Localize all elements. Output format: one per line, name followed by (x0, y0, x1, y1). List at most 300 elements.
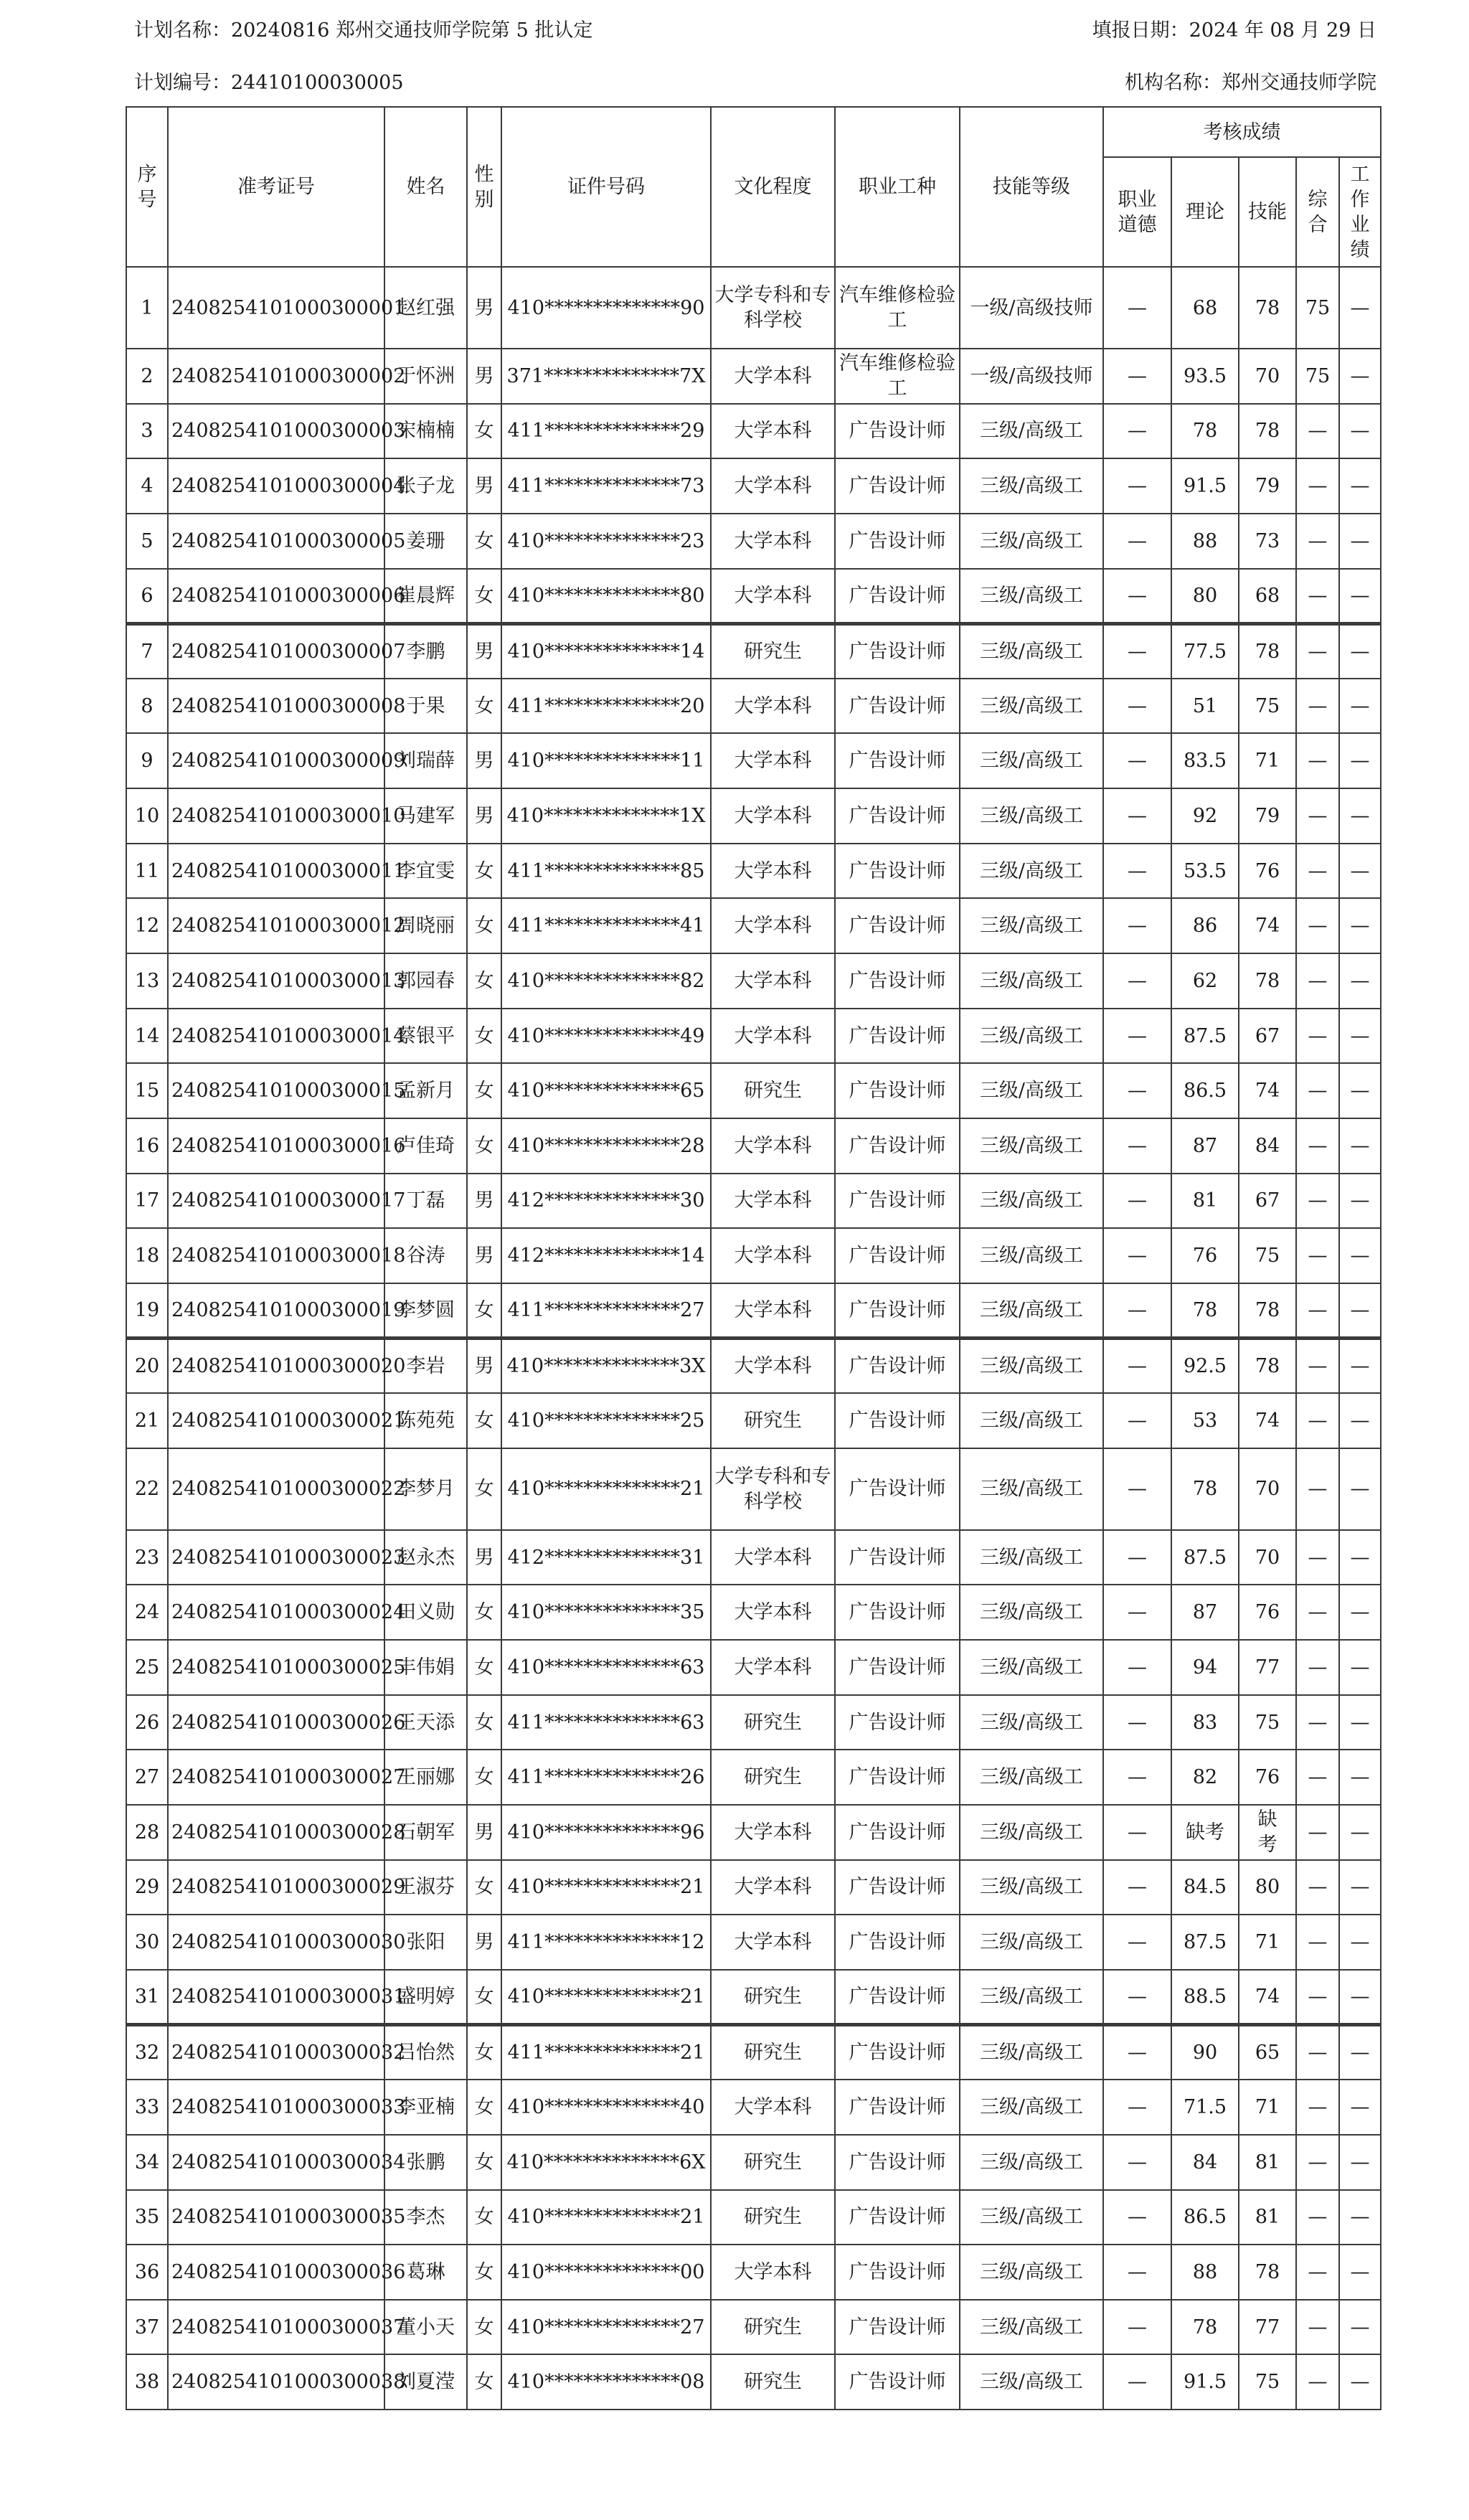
cell-id-no: 410**************96 (501, 1805, 711, 1860)
cell-name: 周晓丽 (384, 898, 467, 953)
cell-gender: 女 (467, 1695, 501, 1750)
cell-occupation: 广告设计师 (835, 2354, 960, 2410)
cell-id-no: 411**************26 (501, 1750, 711, 1805)
cell-seq: 30 (126, 1915, 168, 1970)
cell-skill-level: 三级/高级工 (960, 1063, 1103, 1118)
cell-gender: 男 (467, 267, 501, 349)
cell-theory: 缺考 (1171, 1805, 1239, 1860)
cell-gender: 女 (467, 2025, 501, 2080)
cell-ethics: — (1103, 404, 1171, 459)
cell-comprehensive: — (1296, 1063, 1339, 1118)
cell-skill-level: 三级/高级工 (960, 733, 1103, 788)
cell-exam-no: 2408254101000300020 (168, 1339, 384, 1394)
cell-exam-no: 2408254101000300028 (168, 1805, 384, 1860)
cell-name: 李鹏 (384, 623, 467, 679)
cell-occupation: 广告设计师 (835, 458, 960, 514)
cell-theory: 87.5 (1171, 1009, 1239, 1064)
cell-comprehensive: — (1296, 1695, 1339, 1750)
cell-comprehensive: — (1296, 2300, 1339, 2355)
cell-theory: 88 (1171, 514, 1239, 569)
cell-skill-level: 三级/高级工 (960, 1393, 1103, 1448)
table-row (126, 1228, 1381, 1283)
table-row (126, 623, 1381, 679)
cell-performance: — (1339, 2300, 1381, 2355)
cell-education: 大学本科 (711, 953, 835, 1009)
cell-skill: 76 (1239, 1750, 1296, 1805)
cell-gender: 男 (467, 458, 501, 514)
organization-name: 机构名称：郑州交通技师学院 (1125, 72, 1376, 94)
cell-education: 大学本科 (711, 1585, 835, 1640)
cell-ethics: — (1103, 1640, 1171, 1695)
cell-ethics: — (1103, 953, 1171, 1009)
cell-occupation: 广告设计师 (835, 2245, 960, 2300)
cell-name: 孟新月 (384, 1063, 467, 1118)
cell-education: 大学本科 (711, 1174, 835, 1229)
cell-occupation: 广告设计师 (835, 1393, 960, 1448)
cell-id-no: 411**************20 (501, 679, 711, 734)
cell-name: 崔晨辉 (384, 569, 467, 624)
cell-skill-level: 三级/高级工 (960, 1695, 1103, 1750)
cell-exam-no: 2408254101000300019 (168, 1283, 384, 1339)
cell-skill-level: 三级/高级工 (960, 679, 1103, 734)
cell-skill-level: 三级/高级工 (960, 2245, 1103, 2300)
col-scores-group: 考核成绩 (1103, 107, 1381, 157)
cell-education: 研究生 (711, 1970, 835, 2025)
cell-ethics: — (1103, 2354, 1171, 2410)
cell-name: 宋楠楠 (384, 404, 467, 459)
cell-seq: 27 (126, 1750, 168, 1805)
cell-skill-level: 三级/高级工 (960, 623, 1103, 679)
cell-seq: 20 (126, 1339, 168, 1394)
cell-ethics: — (1103, 1860, 1171, 1915)
cell-skill: 67 (1239, 1174, 1296, 1229)
cell-comprehensive: — (1296, 404, 1339, 459)
cell-seq: 21 (126, 1393, 168, 1448)
cell-exam-no: 2408254101000300002 (168, 349, 384, 404)
cell-ethics: — (1103, 1970, 1171, 2025)
cell-skill-level: 三级/高级工 (960, 1640, 1103, 1695)
table-row (126, 1695, 1381, 1750)
cell-theory: 78 (1171, 1448, 1239, 1530)
table-body (126, 267, 1381, 2410)
cell-education: 大学专科和专科学校 (711, 267, 835, 349)
cell-skill-level: 三级/高级工 (960, 898, 1103, 953)
cell-occupation: 广告设计师 (835, 2025, 960, 2080)
cell-gender: 女 (467, 2135, 501, 2190)
cell-performance: — (1339, 1530, 1381, 1585)
cell-skill-level: 三级/高级工 (960, 1283, 1103, 1339)
cell-skill: 78 (1239, 267, 1296, 349)
cell-ethics: — (1103, 1695, 1171, 1750)
cell-name: 刘瑞薛 (384, 733, 467, 788)
cell-theory: 86.5 (1171, 2190, 1239, 2245)
cell-skill: 75 (1239, 1228, 1296, 1283)
cell-name: 郭园春 (384, 953, 467, 1009)
cell-name: 葛琳 (384, 2245, 467, 2300)
col-id-no: 证件号码 (501, 107, 711, 267)
cell-skill-level: 三级/高级工 (960, 2135, 1103, 2190)
cell-exam-no: 2408254101000300026 (168, 1695, 384, 1750)
table-row (126, 898, 1381, 953)
cell-performance: — (1339, 623, 1381, 679)
cell-education: 研究生 (711, 2300, 835, 2355)
cell-theory: 76 (1171, 1228, 1239, 1283)
table-row (126, 1393, 1381, 1448)
cell-education: 大学本科 (711, 514, 835, 569)
cell-id-no: 411**************12 (501, 1915, 711, 1970)
table-row (126, 2354, 1381, 2410)
cell-theory: 87.5 (1171, 1530, 1239, 1585)
cell-skill: 缺考 (1239, 1805, 1296, 1860)
cell-performance: — (1339, 2025, 1381, 2080)
cell-ethics: — (1103, 1228, 1171, 1283)
cell-performance: — (1339, 267, 1381, 349)
col-skill: 技能 (1239, 157, 1296, 267)
table-row (126, 788, 1381, 844)
table-row (126, 2080, 1381, 2135)
cell-name: 盛明婷 (384, 1970, 467, 2025)
cell-skill: 71 (1239, 733, 1296, 788)
cell-ethics: — (1103, 1530, 1171, 1585)
table-row (126, 1339, 1381, 1394)
cell-performance: — (1339, 1915, 1381, 1970)
cell-performance: — (1339, 1174, 1381, 1229)
cell-performance: — (1339, 1393, 1381, 1448)
cell-id-no: 410**************40 (501, 2080, 711, 2135)
cell-performance: — (1339, 2190, 1381, 2245)
table-row (126, 1174, 1381, 1229)
table-row (126, 349, 1381, 404)
cell-ethics: — (1103, 679, 1171, 734)
cell-gender: 女 (467, 2245, 501, 2300)
cell-gender: 女 (467, 679, 501, 734)
cell-performance: — (1339, 458, 1381, 514)
cell-skill-level: 三级/高级工 (960, 1750, 1103, 1805)
cell-seq: 9 (126, 733, 168, 788)
cell-occupation: 广告设计师 (835, 1283, 960, 1339)
table-row (126, 2300, 1381, 2355)
cell-education: 大学本科 (711, 2080, 835, 2135)
cell-occupation: 广告设计师 (835, 623, 960, 679)
cell-skill: 67 (1239, 1009, 1296, 1064)
cell-gender: 男 (467, 1228, 501, 1283)
cell-name: 于果 (384, 679, 467, 734)
cell-name: 丰伟娟 (384, 1640, 467, 1695)
cell-exam-no: 2408254101000300014 (168, 1009, 384, 1064)
cell-theory: 88 (1171, 2245, 1239, 2300)
cell-id-no: 412**************14 (501, 1228, 711, 1283)
fill-date: 填报日期：2024 年 08 月 29 日 (1092, 19, 1376, 42)
cell-skill: 81 (1239, 2190, 1296, 2245)
cell-theory: 68 (1171, 267, 1239, 349)
cell-id-no: 411**************41 (501, 898, 711, 953)
table-row (126, 514, 1381, 569)
cell-exam-no: 2408254101000300036 (168, 2245, 384, 2300)
cell-occupation: 广告设计师 (835, 1860, 960, 1915)
cell-education: 研究生 (711, 623, 835, 679)
cell-gender: 男 (467, 1339, 501, 1394)
cell-performance: — (1339, 1009, 1381, 1064)
cell-exam-no: 2408254101000300016 (168, 1118, 384, 1174)
cell-name: 陈苑苑 (384, 1393, 467, 1448)
cell-gender: 男 (467, 1530, 501, 1585)
cell-ethics: — (1103, 1283, 1171, 1339)
table-row (126, 404, 1381, 459)
cell-exam-no: 2408254101000300005 (168, 514, 384, 569)
table-row (126, 1915, 1381, 1970)
cell-theory: 83.5 (1171, 733, 1239, 788)
cell-skill-level: 三级/高级工 (960, 2354, 1103, 2410)
cell-comprehensive: — (1296, 1228, 1339, 1283)
cell-exam-no: 2408254101000300015 (168, 1063, 384, 1118)
cell-occupation: 广告设计师 (835, 1915, 960, 1970)
cell-skill-level: 一级/高级技师 (960, 349, 1103, 404)
col-performance: 工作业绩 (1339, 157, 1381, 267)
cell-skill: 74 (1239, 1063, 1296, 1118)
cell-seq: 1 (126, 267, 168, 349)
cell-theory: 88.5 (1171, 1970, 1239, 2025)
cell-theory: 94 (1171, 1640, 1239, 1695)
cell-ethics: — (1103, 733, 1171, 788)
cell-id-no: 410**************6X (501, 2135, 711, 2190)
cell-comprehensive: — (1296, 898, 1339, 953)
cell-seq: 23 (126, 1530, 168, 1585)
cell-education: 大学本科 (711, 1860, 835, 1915)
cell-comprehensive: — (1296, 1283, 1339, 1339)
table-row (126, 1448, 1381, 1530)
cell-name: 蔡银平 (384, 1009, 467, 1064)
cell-gender: 女 (467, 1750, 501, 1805)
cell-theory: 87.5 (1171, 1915, 1239, 1970)
cell-seq: 37 (126, 2300, 168, 2355)
cell-name: 吕怡然 (384, 2025, 467, 2080)
cell-comprehensive: — (1296, 2080, 1339, 2135)
cell-skill: 75 (1239, 1695, 1296, 1750)
cell-skill: 75 (1239, 679, 1296, 734)
cell-comprehensive: — (1296, 1805, 1339, 1860)
cell-gender: 女 (467, 844, 501, 899)
cell-skill: 78 (1239, 404, 1296, 459)
cell-seq: 11 (126, 844, 168, 899)
cell-occupation: 广告设计师 (835, 898, 960, 953)
cell-theory: 87 (1171, 1585, 1239, 1640)
cell-occupation: 广告设计师 (835, 1750, 960, 1805)
cell-education: 大学本科 (711, 1640, 835, 1695)
cell-skill: 74 (1239, 1393, 1296, 1448)
cell-gender: 女 (467, 514, 501, 569)
cell-comprehensive: — (1296, 679, 1339, 734)
cell-ethics: — (1103, 1118, 1171, 1174)
col-comprehensive: 综合 (1296, 157, 1339, 267)
cell-comprehensive: — (1296, 2135, 1339, 2190)
cell-skill-level: 三级/高级工 (960, 1448, 1103, 1530)
cell-gender: 女 (467, 2300, 501, 2355)
cell-theory: 92 (1171, 788, 1239, 844)
cell-theory: 86 (1171, 898, 1239, 953)
cell-comprehensive: — (1296, 1530, 1339, 1585)
cell-theory: 78 (1171, 404, 1239, 459)
cell-skill-level: 三级/高级工 (960, 1585, 1103, 1640)
cell-exam-no: 2408254101000300024 (168, 1585, 384, 1640)
cell-id-no: 410**************63 (501, 1640, 711, 1695)
cell-seq: 36 (126, 2245, 168, 2300)
table-row (126, 1805, 1381, 1860)
cell-name: 张阳 (384, 1915, 467, 1970)
table-row (126, 679, 1381, 734)
cell-education: 大学本科 (711, 458, 835, 514)
cell-gender: 女 (467, 1640, 501, 1695)
cell-seq: 12 (126, 898, 168, 953)
cell-ethics: — (1103, 788, 1171, 844)
cell-exam-no: 2408254101000300023 (168, 1530, 384, 1585)
cell-occupation: 广告设计师 (835, 1174, 960, 1229)
cell-exam-no: 2408254101000300004 (168, 458, 384, 514)
cell-occupation: 广告设计师 (835, 1695, 960, 1750)
cell-theory: 78 (1171, 2300, 1239, 2355)
cell-seq: 6 (126, 569, 168, 624)
cell-skill-level: 三级/高级工 (960, 569, 1103, 624)
cell-skill: 70 (1239, 1448, 1296, 1530)
cell-gender: 女 (467, 1585, 501, 1640)
cell-skill-level: 一级/高级技师 (960, 267, 1103, 349)
cell-skill-level: 三级/高级工 (960, 953, 1103, 1009)
cell-name: 姜珊 (384, 514, 467, 569)
cell-ethics: — (1103, 2025, 1171, 2080)
cell-name: 李亚楠 (384, 2080, 467, 2135)
cell-name: 李岩 (384, 1339, 467, 1394)
cell-performance: — (1339, 569, 1381, 624)
cell-exam-no: 2408254101000300006 (168, 569, 384, 624)
cell-performance: — (1339, 1448, 1381, 1530)
cell-gender: 女 (467, 1393, 501, 1448)
cell-ethics: — (1103, 844, 1171, 899)
cell-skill-level: 三级/高级工 (960, 514, 1103, 569)
cell-ethics: — (1103, 1915, 1171, 1970)
cell-education: 大学本科 (711, 1118, 835, 1174)
cell-name: 张鹏 (384, 2135, 467, 2190)
table-row (126, 2135, 1381, 2190)
cell-gender: 男 (467, 1805, 501, 1860)
cell-skill: 73 (1239, 514, 1296, 569)
cell-ethics: — (1103, 349, 1171, 404)
cell-occupation: 广告设计师 (835, 679, 960, 734)
cell-ethics: — (1103, 267, 1171, 349)
cell-id-no: 410**************23 (501, 514, 711, 569)
cell-occupation: 广告设计师 (835, 733, 960, 788)
cell-gender: 男 (467, 1915, 501, 1970)
cell-education: 大学本科 (711, 1530, 835, 1585)
cell-performance: — (1339, 1860, 1381, 1915)
cell-skill-level: 三级/高级工 (960, 1860, 1103, 1915)
cell-seq: 22 (126, 1448, 168, 1530)
table-row (126, 1750, 1381, 1805)
cell-skill-level: 三级/高级工 (960, 1118, 1103, 1174)
cell-name: 赵红强 (384, 267, 467, 349)
cell-skill-level: 三级/高级工 (960, 844, 1103, 899)
cell-comprehensive: — (1296, 458, 1339, 514)
cell-gender: 女 (467, 1009, 501, 1064)
cell-seq: 33 (126, 2080, 168, 2135)
cell-theory: 91.5 (1171, 458, 1239, 514)
cell-education: 大学本科 (711, 1915, 835, 1970)
cell-education: 大学本科 (711, 788, 835, 844)
cell-theory: 86.5 (1171, 1063, 1239, 1118)
cell-occupation: 广告设计师 (835, 1118, 960, 1174)
cell-name: 石朝军 (384, 1805, 467, 1860)
cell-exam-no: 2408254101000300032 (168, 2025, 384, 2080)
cell-id-no: 411**************29 (501, 404, 711, 459)
cell-seq: 19 (126, 1283, 168, 1339)
cell-performance: — (1339, 1063, 1381, 1118)
cell-ethics: — (1103, 569, 1171, 624)
cell-skill: 78 (1239, 953, 1296, 1009)
cell-comprehensive: — (1296, 2245, 1339, 2300)
cell-name: 董小天 (384, 2300, 467, 2355)
cell-id-no: 412**************30 (501, 1174, 711, 1229)
cell-theory: 80 (1171, 569, 1239, 624)
cell-exam-no: 2408254101000300025 (168, 1640, 384, 1695)
cell-name: 于怀洲 (384, 349, 467, 404)
col-occupation: 职业工种 (835, 107, 960, 267)
cell-occupation: 广告设计师 (835, 1063, 960, 1118)
cell-gender: 女 (467, 898, 501, 953)
cell-seq: 4 (126, 458, 168, 514)
cell-performance: — (1339, 2354, 1381, 2410)
cell-theory: 62 (1171, 953, 1239, 1009)
cell-education: 大学专科和专科学校 (711, 1448, 835, 1530)
cell-name: 赵永杰 (384, 1530, 467, 1585)
cell-comprehensive: 75 (1296, 267, 1339, 349)
cell-exam-no: 2408254101000300017 (168, 1174, 384, 1229)
cell-performance: — (1339, 788, 1381, 844)
table-row (126, 1860, 1381, 1915)
cell-skill: 84 (1239, 1118, 1296, 1174)
cell-comprehensive: — (1296, 623, 1339, 679)
table-row (126, 1530, 1381, 1585)
cell-id-no: 410**************28 (501, 1118, 711, 1174)
cell-ethics: — (1103, 1009, 1171, 1064)
cell-exam-no: 2408254101000300018 (168, 1228, 384, 1283)
cell-occupation: 广告设计师 (835, 1530, 960, 1585)
cell-id-no: 410**************00 (501, 2245, 711, 2300)
cell-performance: — (1339, 514, 1381, 569)
cell-gender: 男 (467, 733, 501, 788)
cell-name: 张子龙 (384, 458, 467, 514)
cell-id-no: 411**************27 (501, 1283, 711, 1339)
table-row (126, 1585, 1381, 1640)
cell-name: 李梦月 (384, 1448, 467, 1530)
cell-education: 大学本科 (711, 679, 835, 734)
cell-education: 大学本科 (711, 404, 835, 459)
cell-exam-no: 2408254101000300029 (168, 1860, 384, 1915)
cell-exam-no: 2408254101000300011 (168, 844, 384, 899)
cell-seq: 29 (126, 1860, 168, 1915)
cell-gender: 男 (467, 623, 501, 679)
cell-skill: 78 (1239, 1339, 1296, 1394)
plan-name: 计划名称：20240816 郑州交通技师学院第 5 批认定 (134, 19, 593, 42)
cell-skill-level: 三级/高级工 (960, 1805, 1103, 1860)
cell-ethics: — (1103, 1585, 1171, 1640)
cell-education: 大学本科 (711, 1339, 835, 1394)
cell-id-no: 410**************90 (501, 267, 711, 349)
cell-ethics: — (1103, 2300, 1171, 2355)
cell-comprehensive: — (1296, 1640, 1339, 1695)
cell-skill-level: 三级/高级工 (960, 788, 1103, 844)
cell-id-no: 410**************21 (501, 1448, 711, 1530)
cell-ethics: — (1103, 2135, 1171, 2190)
cell-theory: 53.5 (1171, 844, 1239, 899)
cell-performance: — (1339, 1283, 1381, 1339)
